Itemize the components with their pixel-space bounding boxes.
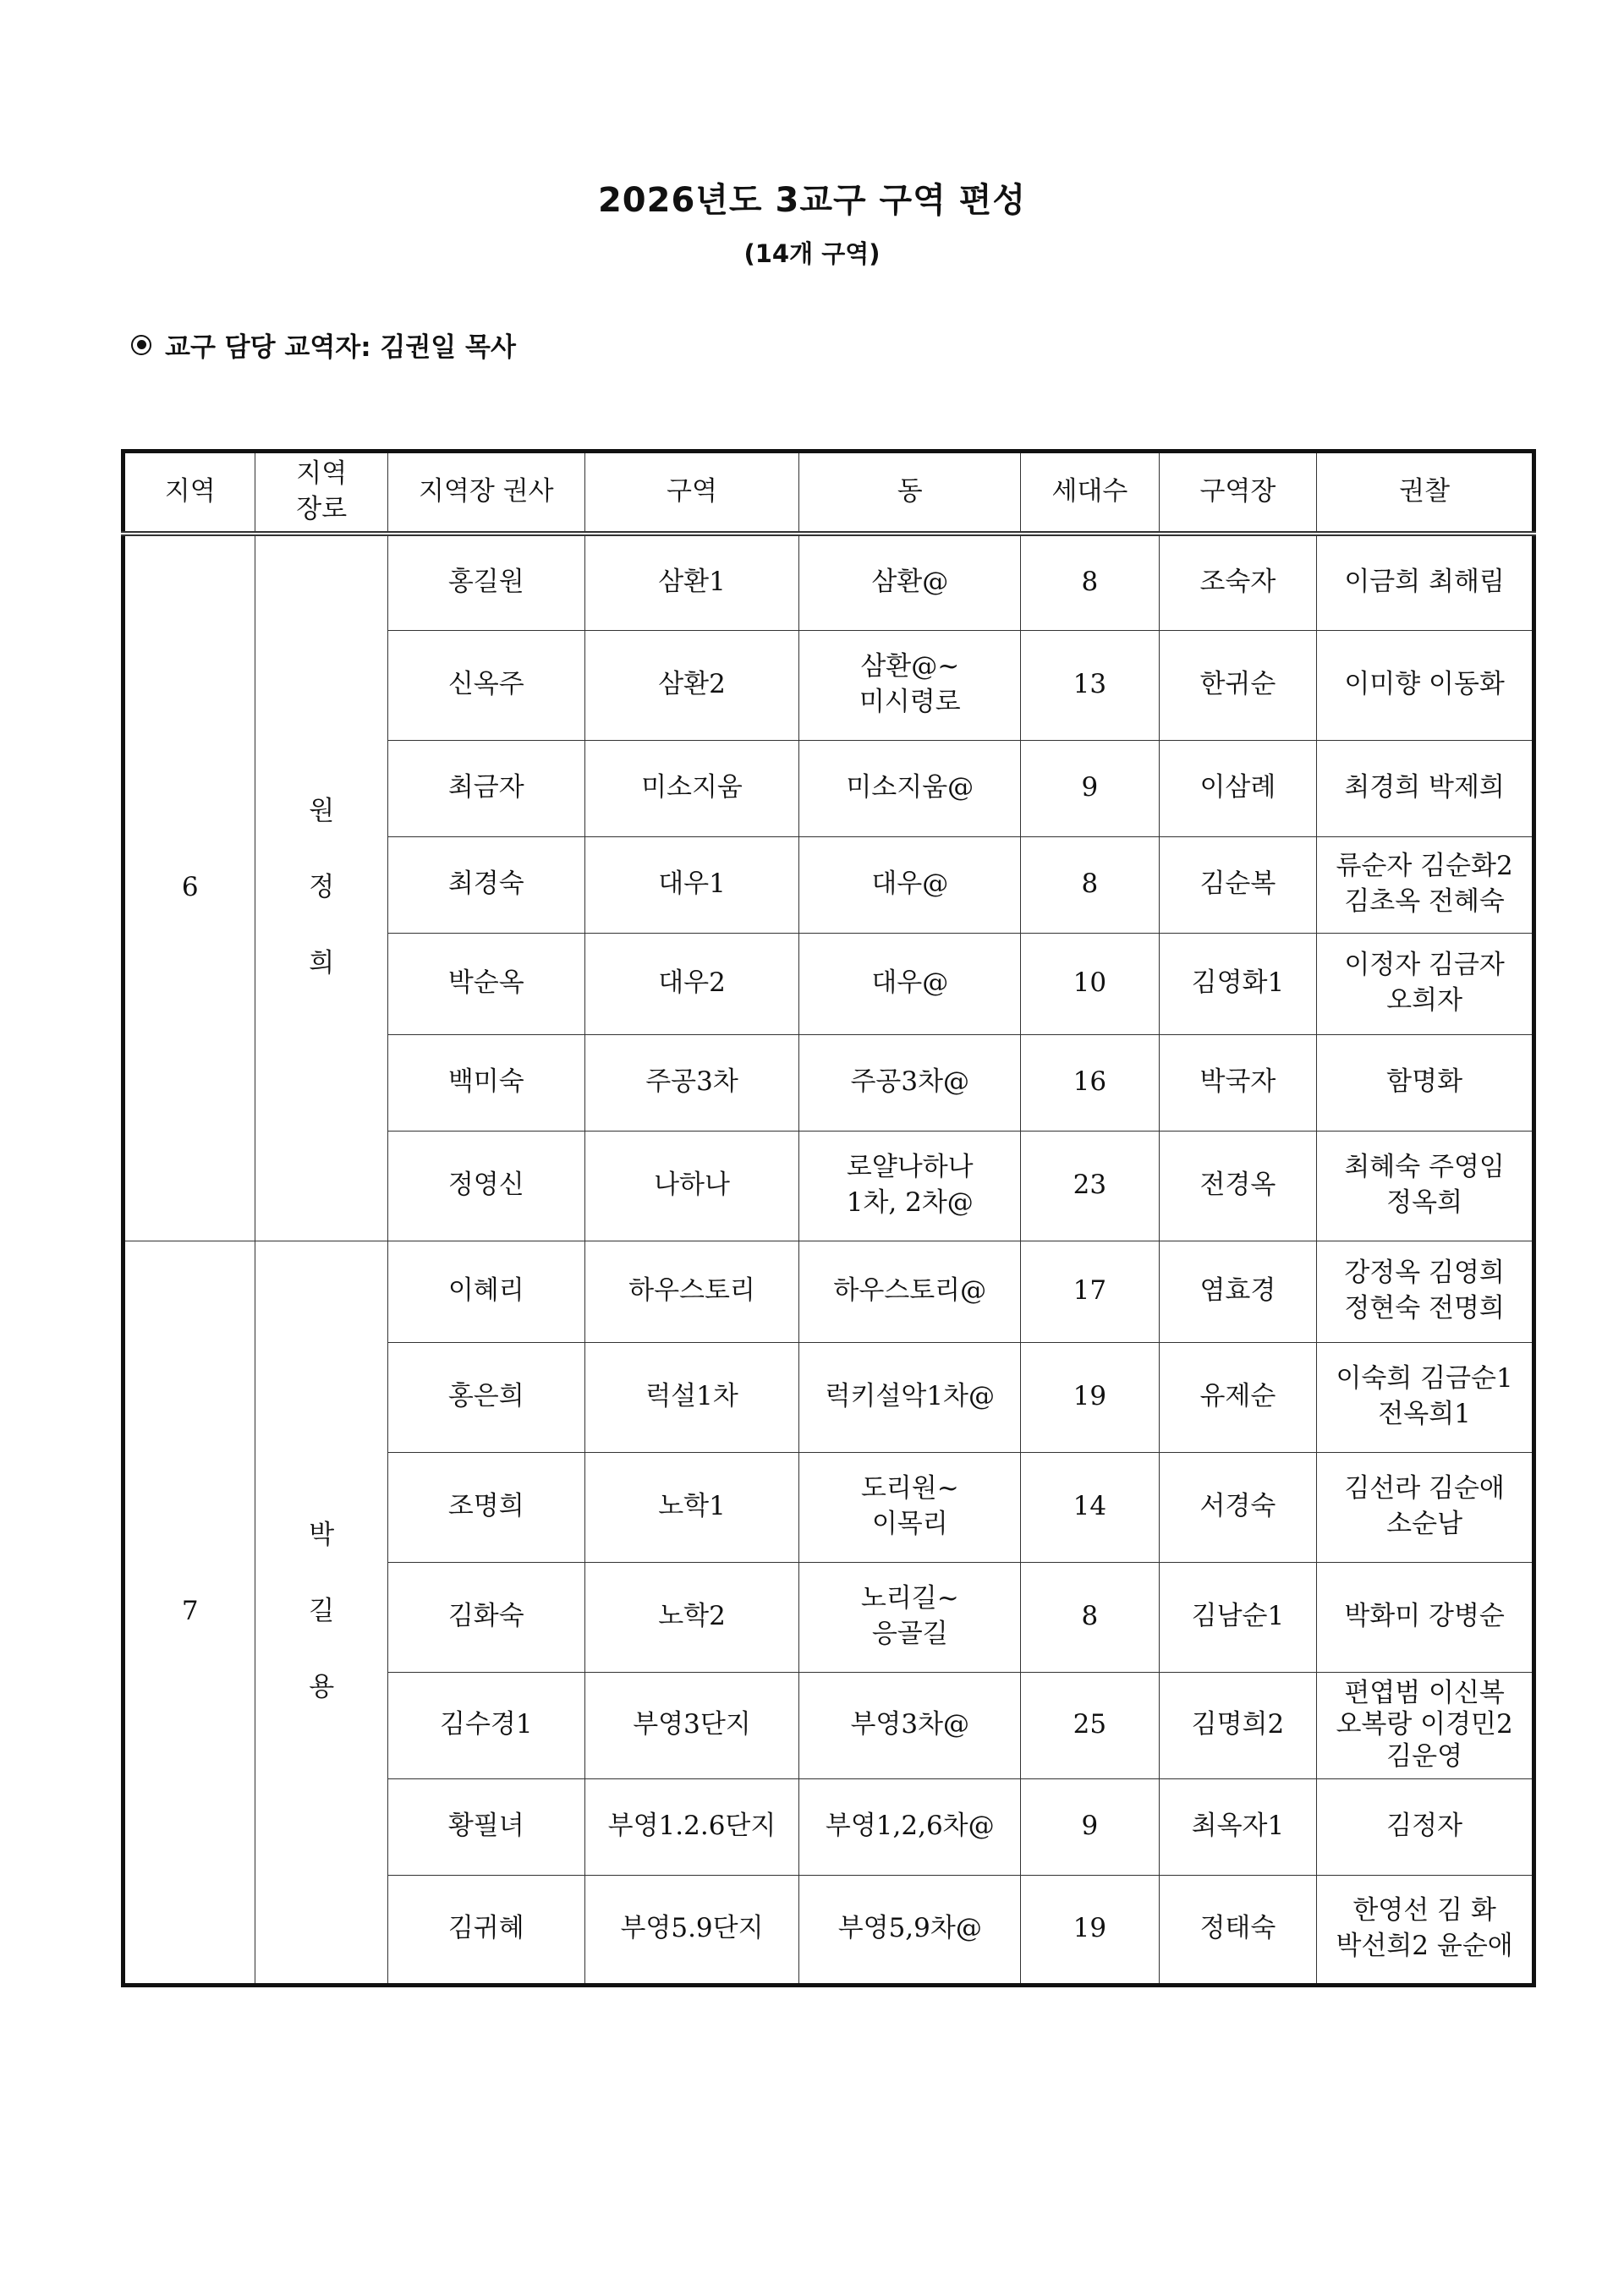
- cell-leader: 신옥주: [387, 630, 584, 740]
- cell-dong-line: 럭키설악1차@: [825, 1381, 995, 1412]
- cell-district-leader: 한귀순: [1159, 630, 1317, 740]
- cell-district: 나하나: [584, 1131, 799, 1241]
- cell-dong: [799, 1875, 1021, 1985]
- cell-district-leader: 최옥자1: [1159, 1778, 1317, 1875]
- cell-members-line: 이숙희 김금순1: [1336, 1363, 1513, 1395]
- cell-district: 대우2: [584, 933, 799, 1034]
- cell-leader: 정영신: [387, 1131, 584, 1241]
- cell-dong: [799, 1241, 1021, 1342]
- cell-members-line: 최혜숙 주영임: [1344, 1152, 1505, 1183]
- cell-households: 9: [1021, 740, 1159, 836]
- cell-district-leader: 김영화1: [1159, 933, 1317, 1034]
- cell-dong-line: 로얄나하나: [846, 1152, 974, 1183]
- cell-members: [1317, 1875, 1534, 1985]
- cell-leader: 조명희: [387, 1452, 584, 1562]
- cell-members: [1317, 1452, 1534, 1562]
- cell-district-leader: 조숙자: [1159, 534, 1317, 630]
- cell-members-line: 정옥희: [1386, 1187, 1463, 1218]
- cell-households: 17: [1021, 1241, 1159, 1342]
- cell-district: 노학2: [584, 1562, 799, 1672]
- region-elder: [255, 1241, 387, 1985]
- cell-district-leader: 서경숙: [1159, 1452, 1317, 1562]
- cell-district: 삼환2: [584, 630, 799, 740]
- cell-leader: 황필녀: [387, 1778, 584, 1875]
- cell-leader: 홍은희: [387, 1342, 584, 1452]
- cell-members-line: 오복랑 이경민2: [1336, 1709, 1513, 1740]
- cell-leader: 김화숙: [387, 1562, 584, 1672]
- cell-dong: [799, 1342, 1021, 1452]
- cell-dong-line: 하우스토리@: [833, 1275, 987, 1307]
- cell-members-line: 김초옥 전혜숙: [1344, 886, 1505, 917]
- cell-district: 부영1.2.6단지: [584, 1778, 799, 1875]
- cell-district-leader: 김남순1: [1159, 1562, 1317, 1672]
- cell-dong: [799, 1452, 1021, 1562]
- cell-district: 노학1: [584, 1452, 799, 1562]
- cell-members-line: 한영선 김 화: [1352, 1895, 1496, 1926]
- header-elder-line1: 지역: [296, 458, 348, 490]
- cell-dong: [799, 630, 1021, 740]
- cell-members-line: 김운영: [1386, 1740, 1463, 1772]
- cell-members: [1317, 933, 1534, 1034]
- cell-district: 럭설1차: [584, 1342, 799, 1452]
- cell-members: [1317, 1672, 1534, 1778]
- cell-district-leader: 정태숙: [1159, 1875, 1317, 1985]
- cell-district: 미소지움: [584, 740, 799, 836]
- cell-dong-line: 1차, 2차@: [846, 1187, 974, 1218]
- pastor-text: 교구 담당 교역자: 김권일 목사: [165, 332, 516, 363]
- cell-dong-line: 대우@: [871, 869, 949, 900]
- cell-households: 8: [1021, 836, 1159, 933]
- cell-households: 10: [1021, 933, 1159, 1034]
- header-district: 구역: [584, 452, 799, 534]
- cell-dong: [799, 1034, 1021, 1131]
- cell-members: [1317, 1778, 1534, 1875]
- cell-members: [1317, 630, 1534, 740]
- cell-members: [1317, 1034, 1534, 1131]
- cell-households: 25: [1021, 1672, 1159, 1778]
- cell-members-line: 김정자: [1386, 1811, 1463, 1842]
- cell-dong-line: 부영3차@: [850, 1709, 970, 1740]
- cell-district-leader: 염효경: [1159, 1241, 1317, 1342]
- cell-members-line: 정현숙 전명희: [1344, 1293, 1505, 1323]
- table-header: [123, 452, 1534, 534]
- elder-char: 용: [309, 1671, 335, 1702]
- cell-leader: 최금자: [387, 740, 584, 836]
- cell-members-line: 최경희 박제희: [1344, 772, 1505, 803]
- cell-households: 14: [1021, 1452, 1159, 1562]
- cell-dong-line: 대우@: [871, 967, 949, 999]
- cell-dong: [799, 740, 1021, 836]
- cell-leader: 백미숙: [387, 1034, 584, 1131]
- cell-district-leader: 이삼례: [1159, 740, 1317, 836]
- cell-dong: [799, 1562, 1021, 1672]
- elder-char: 길: [309, 1596, 335, 1627]
- cell-households: 19: [1021, 1342, 1159, 1452]
- cell-district: 부영3단지: [584, 1672, 799, 1778]
- cell-leader: 박순옥: [387, 933, 584, 1034]
- cell-members-line: 이정자 김금자: [1344, 950, 1505, 981]
- cell-dong-line: 도리원~: [860, 1473, 959, 1504]
- bullet-icon: [131, 335, 151, 355]
- cell-households: 19: [1021, 1875, 1159, 1985]
- cell-households: 8: [1021, 1562, 1159, 1672]
- elder-char: 원: [309, 796, 335, 827]
- cell-households: 8: [1021, 534, 1159, 630]
- header-region: 지역: [123, 452, 255, 534]
- cell-members-line: 박화미 강병순: [1344, 1601, 1505, 1632]
- cell-leader: 이혜리: [387, 1241, 584, 1342]
- cell-members-line: 이미향 이동화: [1344, 669, 1505, 700]
- header-leader: 지역장 권사: [387, 452, 584, 534]
- header-households: 세대수: [1021, 452, 1159, 534]
- cell-district-leader: 박국자: [1159, 1034, 1317, 1131]
- cell-members: [1317, 534, 1534, 630]
- header-elder: [255, 452, 387, 534]
- cell-dong: [799, 1672, 1021, 1778]
- header-elder-line2: 장로: [296, 494, 348, 524]
- cell-district: 하우스토리: [584, 1241, 799, 1342]
- elder-char: 정: [309, 872, 335, 903]
- region-number: 7: [123, 1241, 255, 1985]
- pastor-line: [131, 326, 516, 364]
- table-row: [123, 534, 1534, 630]
- cell-district: 부영5.9단지: [584, 1875, 799, 1985]
- cell-dong-line: 미소지움@: [846, 772, 974, 803]
- district-table: [121, 449, 1536, 1987]
- cell-members-line: 류순자 김순화2: [1336, 851, 1513, 882]
- cell-households: 13: [1021, 630, 1159, 740]
- cell-dong-line: 이목리: [871, 1509, 948, 1539]
- cell-members-line: 김선라 김순애: [1344, 1473, 1505, 1504]
- cell-district-leader: 전경옥: [1159, 1131, 1317, 1241]
- cell-members: [1317, 1131, 1534, 1241]
- cell-district: 주공3차: [584, 1034, 799, 1131]
- cell-members-line: 전옥희1: [1378, 1399, 1471, 1429]
- cell-dong-line: 주공3차@: [850, 1066, 970, 1098]
- cell-dong-line: 부영5,9차@: [837, 1913, 982, 1944]
- cell-district-leader: 김명희2: [1159, 1672, 1317, 1778]
- cell-dong-line: 노리길~: [860, 1583, 959, 1614]
- cell-dong: [799, 836, 1021, 933]
- cell-district-leader: 유제순: [1159, 1342, 1317, 1452]
- cell-dong-line: 응골길: [871, 1619, 948, 1649]
- cell-district-leader: 김순복: [1159, 836, 1317, 933]
- cell-leader: 김귀혜: [387, 1875, 584, 1985]
- cell-dong: [799, 534, 1021, 630]
- cell-dong: [799, 933, 1021, 1034]
- region-elder: [255, 534, 387, 1241]
- cell-dong: [799, 1131, 1021, 1241]
- header-members: 권찰: [1317, 452, 1534, 534]
- cell-dong-line: 부영1,2,6차@: [825, 1811, 995, 1842]
- header-dong: 동: [799, 452, 1021, 534]
- cell-members-line: 이금희 최해림: [1344, 567, 1505, 598]
- cell-members: [1317, 1241, 1534, 1342]
- cell-members-line: 강정옥 김영희: [1344, 1258, 1505, 1289]
- cell-members-line: 소순남: [1386, 1509, 1463, 1539]
- table-body: [123, 534, 1534, 1985]
- cell-dong-line: 미시령로: [859, 687, 961, 717]
- elder-char: 희: [309, 948, 335, 979]
- cell-leader: 김수경1: [387, 1672, 584, 1778]
- cell-district: 대우1: [584, 836, 799, 933]
- cell-leader: 최경숙: [387, 836, 584, 933]
- cell-dong-line: 삼환@: [871, 567, 949, 598]
- cell-dong-line: 삼환@~: [860, 651, 960, 682]
- cell-members: [1317, 740, 1534, 836]
- elder-char: 박: [309, 1520, 335, 1551]
- cell-households: 9: [1021, 1778, 1159, 1875]
- page-subtitle: (14개 구역): [743, 239, 881, 268]
- cell-members-line: 편엽범 이신복: [1344, 1678, 1505, 1709]
- region-number: 6: [123, 534, 255, 1241]
- cell-members: [1317, 1562, 1534, 1672]
- cell-members-line: 함명화: [1386, 1066, 1463, 1098]
- cell-members-line: 박선희2 윤순애: [1336, 1931, 1513, 1961]
- cell-district: 삼환1: [584, 534, 799, 630]
- cell-members: [1317, 836, 1534, 933]
- cell-households: 23: [1021, 1131, 1159, 1241]
- cell-households: 16: [1021, 1034, 1159, 1131]
- table-row: [123, 1241, 1534, 1342]
- cell-members: [1317, 1342, 1534, 1452]
- header-district-leader: 구역장: [1159, 452, 1317, 534]
- cell-dong: [799, 1778, 1021, 1875]
- page-title: 2026년도 3교구 구역 편성: [597, 181, 1027, 220]
- cell-members-line: 오희자: [1386, 985, 1463, 1016]
- cell-leader: 홍길원: [387, 534, 584, 630]
